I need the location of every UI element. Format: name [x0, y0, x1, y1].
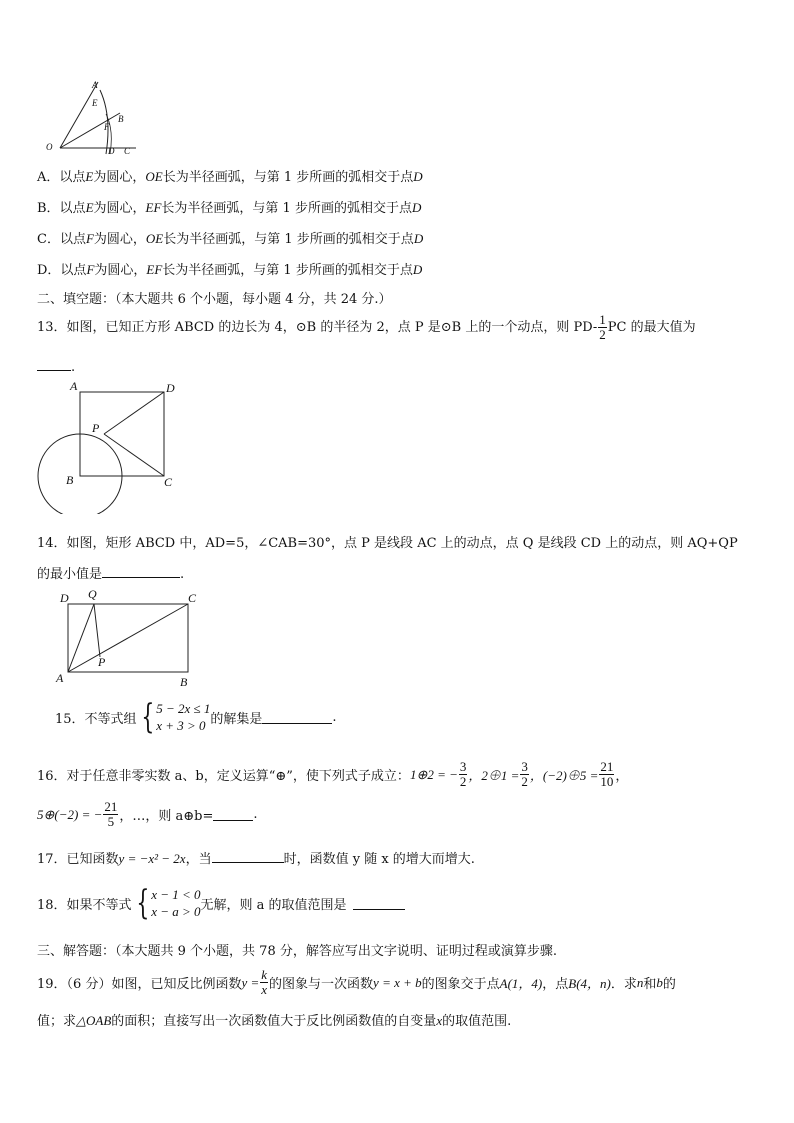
fraction-3-2: $\frac{3}{2}$ [521, 759, 528, 789]
label-O: O [46, 142, 53, 152]
question-14-line2: 的最小值是 . [37, 567, 185, 582]
label-D: D [60, 591, 69, 605]
label-C: C [164, 475, 173, 489]
label-E: E [92, 98, 98, 108]
fraction-k-over-x: $\frac{k}{x}$ [261, 967, 268, 997]
label-Q: Q [88, 587, 97, 601]
question-15: 15．不等式组 { 5 − 2x ≤ 1 x + 3 > 0 的解集是 . [55, 697, 337, 737]
answer-blank-17[interactable] [212, 850, 284, 863]
option-b[interactable]: B．以点E为圆心，EF长为半径画弧，与第 1 步所画的弧相交于点D [37, 200, 422, 216]
question-17: 17．已知函数y = −x² − 2x，当 时，函数值 y 随 x 的增大而增大. [37, 851, 475, 867]
label-P: P [92, 421, 100, 435]
label-D: D [108, 146, 115, 156]
label-B: B [118, 114, 124, 124]
label-B: B [180, 675, 188, 688]
option-c[interactable]: C．以点F为圆心，OE长为半径画弧，与第 1 步所画的弧相交于点D [37, 231, 424, 247]
question-18: 18．如果不等式 { x − 1 < 0 x − a > 0 无解，则 a 的取值范围是 [37, 886, 405, 920]
section-3-heading: 三、解答题：（本大题共 9 个小题，共 78 分，解答应写出文字说明、证明过程或演算步骤. [37, 944, 557, 959]
question-13-answer-line: . [37, 358, 75, 375]
answer-blank-16[interactable] [213, 808, 253, 821]
question-14: 14．如图，矩形 ABCD 中，AD=5，∠CAB=30°，点 P 是线段 AC 上的动点，点 Q 是线段 CD 上的动点，则 AQ+QP [37, 536, 738, 551]
option-a[interactable]: A．以点E为圆心，OE长为半径画弧，与第 1 步所画的弧相交于点D [37, 169, 423, 185]
label-C: C [188, 591, 197, 605]
figure-13-square-circle [34, 376, 194, 514]
option-d[interactable]: D．以点F为圆心，EF长为半径画弧，与第 1 步所画的弧相交于点D [37, 262, 423, 278]
label-C: C [124, 146, 131, 156]
figure-14-rectangle [50, 586, 210, 688]
fraction-21-10: $\frac{21}{10}$ [600, 759, 614, 789]
answer-blank-18[interactable] [353, 897, 405, 910]
label-D: D [166, 381, 175, 395]
question-19-line2: 值；求△OAB的面积；直接写出一次函数值大于反比例函数值的自变量x的取值范围. [37, 1013, 512, 1029]
label-B: B [66, 473, 74, 487]
label-A: A [92, 80, 98, 90]
fraction-one-half: $\frac{1}{2}$ [599, 312, 606, 342]
answer-blank-15[interactable] [262, 711, 332, 724]
question-13: 13．如图，已知正方形 ABCD 的边长为 4，⊙B 的半径为 2，点 P 是⊙B 上的一个动点，则 PD- $\frac{1}{2}$ PC 的最大值为 [37, 312, 696, 342]
angle-construction-figure [40, 78, 140, 158]
label-A: A [56, 671, 64, 685]
question-16: 16．对于任意非零实数 a、b，定义运算“⊕”，使下列式子成立： 1⊕2 = − $\frac{3}{2}$ ，2⊕1 = $\frac{3}{2}$ ，(−2)⊕5 = $\frac{21}{10}$ ， [37, 759, 629, 789]
answer-blank-14[interactable] [102, 565, 180, 578]
question-16-line2: 5⊕(−2) = − $\frac{21}{5}$ ，…，则 a⊕b= . [37, 799, 258, 829]
label-F: F [104, 122, 110, 132]
inequality-system-15: { 5 − 2x ≤ 1 x + 3 > 0 [140, 697, 211, 737]
fraction-21-5: $\frac{21}{5}$ [104, 799, 118, 829]
label-P: P [98, 655, 106, 669]
section-2-heading: 二、填空题：（本大题共 6 个小题，每小题 4 分，共 24 分.） [37, 292, 392, 307]
label-A: A [70, 379, 78, 393]
answer-blank-13[interactable] [37, 358, 71, 371]
fraction-3-2: $\frac{3}{2}$ [459, 759, 467, 789]
question-19: 19．（6 分）如图，已知反比例函数 y = $\frac{k}{x}$ 的图象与一次函数 y = x + b 的图象交于点 A(1，4) ，点 B(4，n) ．求 n 和 b 的 [37, 967, 676, 997]
inequality-system-18: { x − 1 < 0 x − a > 0 [135, 883, 201, 923]
